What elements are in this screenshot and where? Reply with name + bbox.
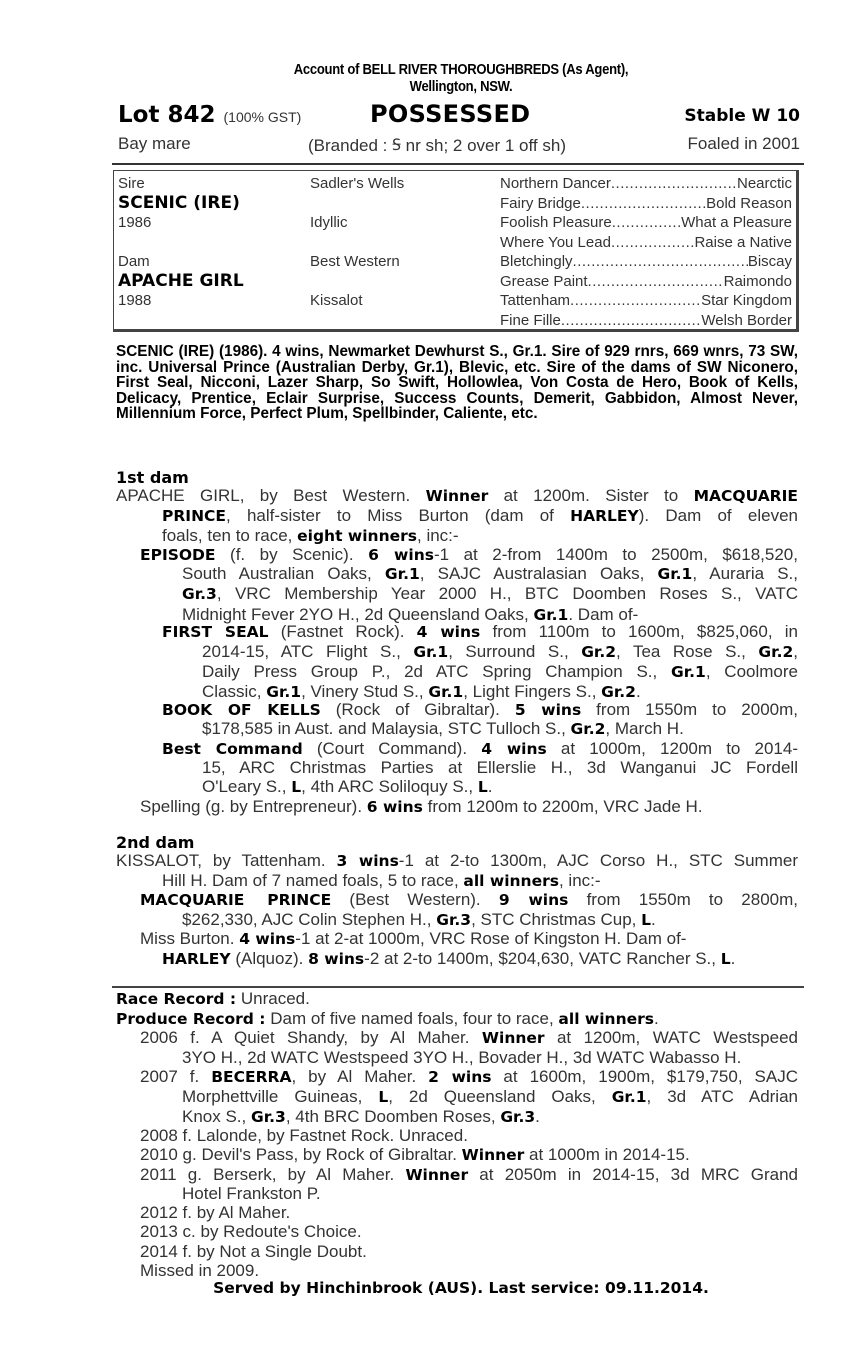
second-dam-text-cont — [162, 871, 798, 891]
vendor-account — [152, 62, 769, 96]
produce-missed: Missed in 2009. — [140, 1261, 260, 1281]
text-line: Knox S., Gr.3, 4th BRC Doomben Roses, Gr.3. — [182, 1106, 540, 1126]
first-dam-heading: 1st dam — [116, 468, 189, 487]
produce-2007 — [140, 1067, 798, 1087]
ancestor-name: Foolish Pleasure — [500, 214, 612, 231]
produce-2012: 2012 f. by Al Maher. — [140, 1203, 291, 1222]
vendor-line-1: Account of BELL RIVER THOROUGHBREDS (As Agent), — [293, 62, 629, 78]
text-line: Hotel Frankston P. — [182, 1183, 321, 1203]
lot-number — [118, 102, 301, 128]
ancestor-sire: Bold Reason — [706, 194, 792, 212]
progeny-macquarie-prince-cont — [182, 910, 798, 930]
text-line: Classic, Gr.1, Vinery Stud S., Gr.1, Light Fingers S., Gr.2. — [202, 682, 641, 702]
horse-details-row — [118, 134, 804, 158]
ancestor-name: Bletchingly — [500, 253, 573, 270]
ancestor-sire: Nearctic — [736, 175, 792, 192]
text-line: MACQUARIE PRINCE (Best Western). 9 wins from 1550m to 2800m, — [140, 890, 798, 909]
dam-dam: Kissalot — [310, 292, 363, 309]
first-dam-text — [116, 486, 798, 506]
ancestor-sire: Star Kingdom — [701, 292, 792, 309]
text-line: 2014-15, ATC Flight S., Gr.1, Surround S., Gr.2, Tea Rose S., Gr.2, — [202, 641, 798, 661]
produce-2013: 2013 c. by Redoute's Choice. — [140, 1222, 362, 1242]
leader-dots — [612, 214, 681, 232]
gen3-row — [500, 312, 792, 330]
produce-record-summary: Produce Record : Dam of five named foals, four to race, all winners. — [116, 1009, 659, 1029]
dam-sire: Best Western — [310, 253, 400, 270]
gen3-row — [500, 273, 792, 291]
text-line: 15, ARC Christmas Parties at Ellerslie H., 3d Wanganui JC Fordell — [202, 758, 798, 777]
second-dam-text — [116, 851, 798, 871]
stable-number: Stable W 10 — [684, 106, 800, 126]
leader-dots — [573, 253, 748, 271]
produce-2010: 2010 g. Devil's Pass, by Rock of Gibraltar. Winner at 1000m in 2014-15. — [140, 1144, 690, 1164]
catalogue-page — [116, 62, 804, 1297]
ancestor-name: Grease Paint — [500, 272, 588, 290]
gen3-row — [500, 234, 792, 252]
progeny-best-command-cont — [202, 758, 798, 798]
progeny-first-seal — [162, 622, 798, 642]
progeny-book-of-kells-cont — [202, 719, 798, 739]
text-line: APACHE GIRL, by Best Western. Winner at 1200m. Sister to MACQUARIE — [116, 486, 798, 505]
brand-mark-icon: Ꟊ — [392, 137, 401, 154]
progeny-best-command — [162, 739, 798, 759]
text-line: Hill H. Dam of 7 named foals, 5 to race, all winners, inc:- — [162, 870, 601, 890]
ancestor-name: Fine Fille — [500, 311, 561, 329]
sire-label: Sire — [118, 175, 145, 192]
text-line: O'Leary S., L, 4th ARC Soliloquy S., L. — [202, 777, 493, 797]
vendor-line-2: Wellington, NSW. — [409, 79, 513, 95]
produce-2011: 2011 g. Berserk, by Al Maher. Winner at 2050m in 2014-15, 3d MRC Grand — [140, 1165, 798, 1185]
gen3-row — [500, 253, 792, 271]
sire-year: 1986 — [118, 214, 152, 231]
dam-name: APACHE GIRL — [118, 271, 244, 291]
ancestor-sire: Raimondo — [723, 272, 792, 290]
gen3-row — [500, 195, 792, 213]
leader-dots — [581, 195, 706, 213]
leader-dots — [561, 312, 702, 330]
first-dam-text-cont — [162, 506, 798, 547]
gen3-row — [500, 175, 792, 193]
sire-dam: Idyllic — [310, 214, 348, 231]
race-record-label: Race Record : — [116, 990, 237, 1008]
sex-colour: Bay mare — [118, 134, 191, 153]
gst-note: (100% GST) — [223, 109, 302, 125]
ancestor-name: Tattenham — [500, 292, 571, 309]
produce-2006 — [140, 1028, 798, 1048]
ancestor-name: Northern Dancer — [500, 175, 611, 192]
text-line: 3YO H., 2d WATC Westspeed 3YO H., Bovader H., 3d WATC Wabasso H. — [182, 1047, 742, 1067]
text-line: KISSALOT, by Tattenham. 3 wins-1 at 2-to 1300m, AJC Corso H., STC Summer — [116, 851, 798, 870]
header-divider — [112, 163, 804, 165]
text-line: EPISODE (f. by Scenic). 6 wins-1 at 2-from 1400m to 2500m, $618,520, — [140, 544, 798, 564]
sire-name: SCENIC (IRE) — [118, 193, 240, 213]
text-line: Daily Press Group P., 2d ATC Spring Champion S., Gr.1, Coolmore — [202, 661, 798, 681]
ancestor-sire: Raise a Native — [694, 233, 792, 251]
text-line — [116, 989, 798, 1009]
text-line: $262,330, AJC Colin Stephen H., Gr.3, STC Christmas Cup, L. — [182, 909, 656, 929]
race-record — [116, 989, 798, 1030]
leader-dots — [611, 175, 737, 193]
text-line: $178,585 in Aust. and Malaysia, STC Tulloch S., Gr.2, March H. — [202, 719, 684, 738]
text-line: foals, ten to race, eight winners, inc:- — [162, 525, 459, 545]
text-line: Spelling (g. by Entrepreneur). 6 wins from 1200m to 2200m, VRC Jade H. — [140, 797, 703, 816]
text-line: 2006 f. A Quiet Shandy, by Al Maher. Winner at 1200m, WATC Westspeed — [140, 1028, 798, 1047]
progeny-spelling — [140, 797, 798, 817]
records-divider — [112, 986, 804, 988]
ancestor-name: Fairy Bridge — [500, 194, 581, 212]
leader-dots — [588, 273, 724, 291]
text-line: Morphettville Guineas, L, 2d Queensland Oaks, Gr.1, 3d ATC Adrian — [182, 1086, 798, 1106]
text-line: Miss Burton. 4 wins-1 at 2-at 1000m, VRC Rose of Kingston H. Dam of- — [140, 929, 687, 948]
text-line: HARLEY (Alquoz). 8 wins-2 at 2-to 1400m, $204,630, VATC Rancher S., L. — [162, 948, 736, 968]
ancestor-sire: Biscay — [747, 253, 792, 270]
brand-description — [308, 134, 566, 156]
produce-2008: 2008 f. Lalonde, by Fastnet Rock. Unraced. — [140, 1125, 468, 1145]
text-line: BOOK OF KELLS (Rock of Gibraltar). 5 wins from 1550m to 2000m, — [162, 699, 798, 719]
progeny-book-of-kells — [162, 700, 798, 720]
sire-sire: Sadler's Wells — [310, 175, 405, 192]
horse-name: POSSESSED — [370, 100, 531, 128]
progeny-episode — [140, 545, 798, 565]
progeny-first-seal-cont — [202, 642, 798, 703]
text-line: Best Command (Court Command). 4 wins at 1000m, 1200m to 2014- — [162, 738, 798, 758]
dam-label: Dam — [118, 253, 150, 270]
text-line: 2007 f. BECERRA, by Al Maher. 2 wins at 1600m, 1900m, $179,750, SAJC — [140, 1067, 798, 1086]
progeny-miss-burton — [140, 929, 798, 949]
produce-2006-cont — [182, 1048, 798, 1067]
brand-suffix: nr sh; 2 over 1 off sh) — [405, 136, 566, 155]
produce-2011-cont — [182, 1184, 798, 1203]
race-record-value: Unraced. — [236, 989, 310, 1008]
progeny-harley — [162, 949, 798, 969]
progeny-macquarie-prince — [140, 890, 798, 910]
produce-later-years — [140, 1126, 798, 1186]
leader-dots — [570, 292, 701, 310]
service-note: Served by Hinchinbrook (AUS). Last service: 09.11.2014. — [213, 1279, 709, 1297]
produce-final-years — [140, 1203, 798, 1281]
second-dam-heading: 2nd dam — [116, 833, 195, 852]
gen3-row — [500, 292, 792, 310]
text-line: South Australian Oaks, Gr.1, SAJC Australasian Oaks, Gr.1, Auraria S., — [182, 564, 798, 583]
sire-summary: SCENIC (IRE) (1986). 4 wins, Newmarket Dewhurst S., Gr.1. Sire of 929 rnrs, 669 wnrs, 73 SW, inc. Universal Prince (Australian Derby, Gr.1), Blevic, etc. Sire of the dams of SW Niconero, First Seal, Nicconi, Lazer Sharp, So Swift, Hollowlea, Von Costa de Hero, Book of Kells, Delicacy, Prentice, Eclair Surprise, Success Counts, Demerit, Gabbidon, Almost Never, Millennium Force, Perfect Plum, Spellbinder, Caliente, etc. — [116, 343, 798, 422]
progeny-episode-cont — [182, 564, 798, 625]
ancestor-name: Where You Lead — [500, 233, 611, 251]
text-line: PRINCE, half-sister to Miss Burton (dam of HARLEY). Dam of eleven — [162, 505, 798, 525]
text-line: FIRST SEAL (Fastnet Rock). 4 wins from 1100m to 1600m, $825,060, in — [162, 622, 799, 641]
brand-prefix: (Branded : — [308, 136, 388, 155]
text-line: Gr.3, VRC Membership Year 2000 H., BTC Doomben Roses S., VATC — [182, 584, 798, 604]
lot-label: Lot 842 — [118, 102, 216, 128]
ancestor-sire: Welsh Border — [701, 311, 792, 329]
lot-row — [118, 100, 804, 134]
pedigree-table — [113, 170, 799, 332]
text-line: Midnight Fever 2YO H., 2d Queensland Oaks, Gr.1. Dam of- — [182, 604, 639, 624]
leader-dots — [611, 234, 695, 252]
ancestor-sire: What a Pleasure — [681, 214, 792, 231]
produce-2007-cont — [182, 1087, 798, 1128]
produce-2014: 2014 f. by Not a Single Doubt. — [140, 1241, 367, 1261]
dam-year: 1988 — [118, 292, 152, 309]
gen3-row — [500, 214, 792, 232]
foaled-year: Foaled in 2001 — [687, 134, 800, 153]
